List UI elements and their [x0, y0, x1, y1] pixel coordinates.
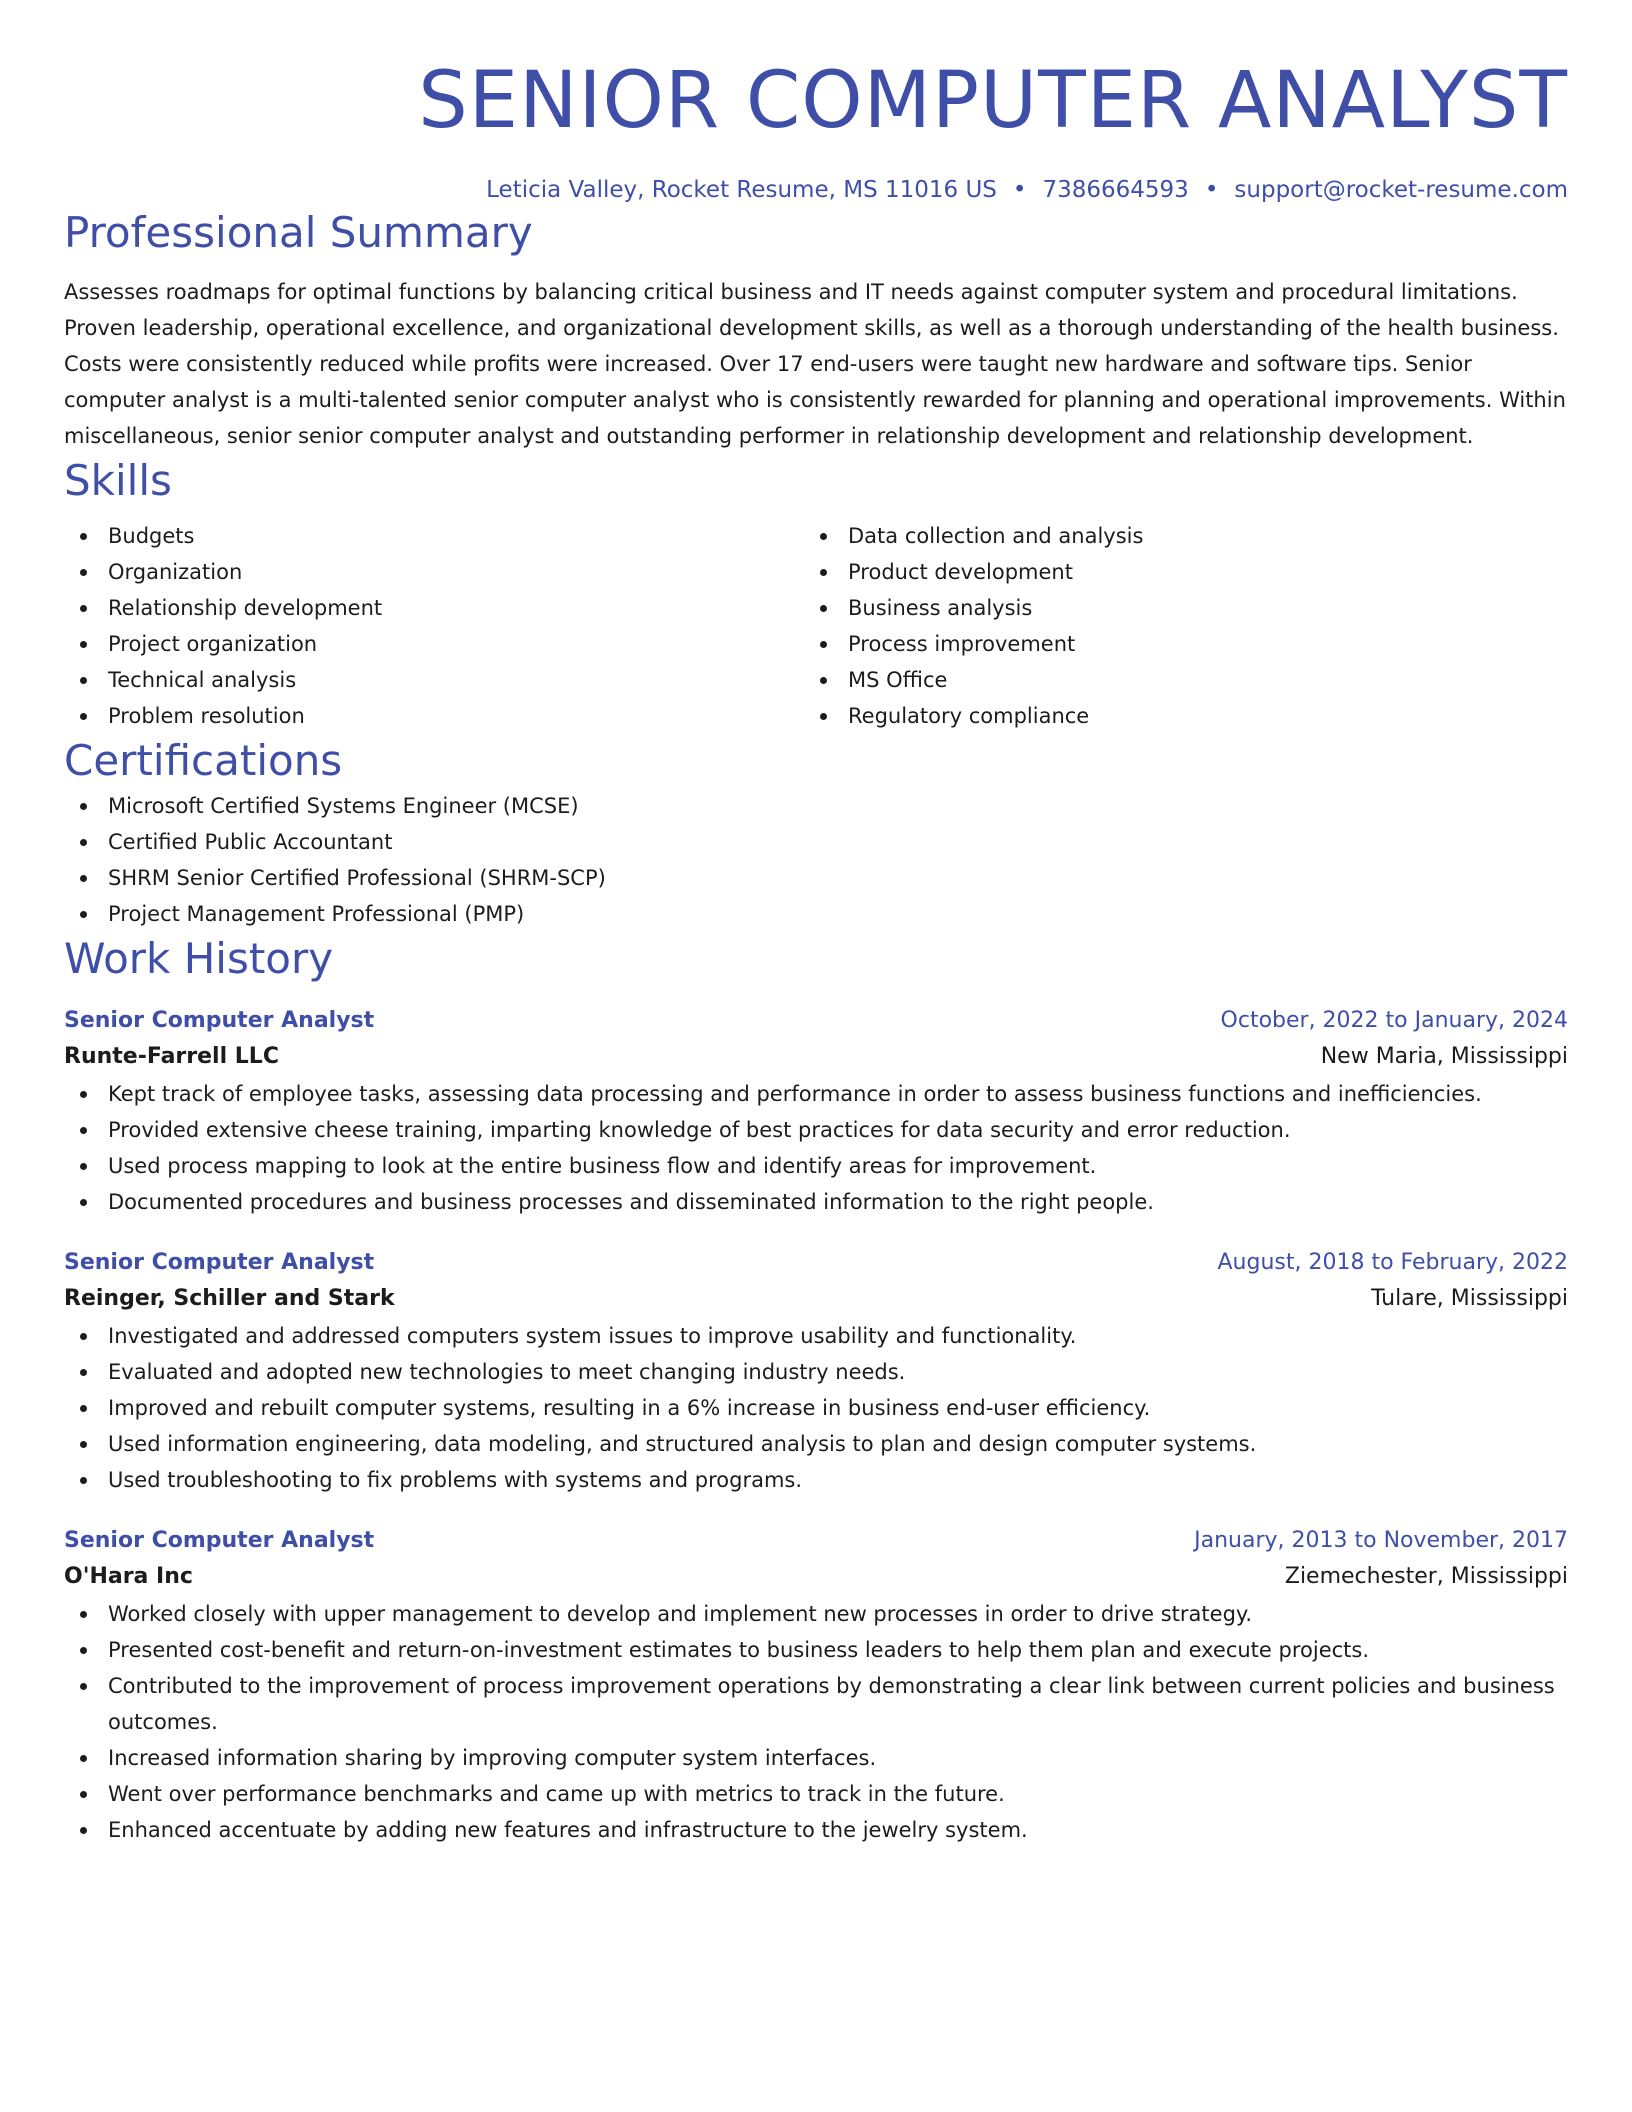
job-bullet: Used information engineering, data modeling, and structured analysis to plan and design computer systems.	[64, 1426, 1568, 1462]
skill-item: Business analysis	[804, 590, 1564, 626]
job-bullet: Used troubleshooting to fix problems with systems and programs.	[64, 1462, 1568, 1498]
job-bullet: Used process mapping to look at the entire business flow and identify areas for improvement.	[64, 1148, 1568, 1184]
contact-separator: •	[1204, 177, 1219, 203]
skills-grid	[64, 518, 1568, 734]
skill-item: Budgets	[64, 518, 804, 554]
job-bullet: Documented procedures and business processes and disseminated information to the right people.	[64, 1184, 1568, 1220]
certifications-heading: Certifications	[64, 736, 343, 785]
summary-heading: Professional Summary	[64, 208, 533, 257]
skill-item: Project organization	[64, 626, 804, 662]
contact-address: Leticia Valley, Rocket Resume, MS 11016 US	[486, 177, 997, 203]
skills-left-list	[64, 518, 804, 734]
job-bullet: Evaluated and adopted new technologies to meet changing industry needs.	[64, 1354, 1568, 1390]
job-company: O'Hara Inc	[64, 1564, 193, 1589]
resume-title: SENIOR COMPUTER ANALYST	[418, 56, 1568, 146]
skill-item: Product development	[804, 554, 1564, 590]
skill-item: MS Office	[804, 662, 1564, 698]
job-title: Senior Computer Analyst	[64, 1250, 375, 1275]
summary-text: Assesses roadmaps for optimal functions by balancing critical business and IT needs against computer system and procedural limitations. Proven leadership, operational excellence, and organizational development skills, as well as a thorough understanding of the health business. Costs were consistently reduced while profits were increased. Over 17 end-users were taught new hardware and software tips. Senior computer analyst is a multi-talented senior computer analyst who is consistently rewarded for planning and operational improvements. Within miscellaneous, senior senior computer analyst and outstanding performer in relationship development and relationship development.	[64, 280, 1566, 448]
contact-separator: •	[1012, 177, 1027, 203]
job-title-row	[64, 1004, 1568, 1038]
job-bullet: Contributed to the improvement of process improvement operations by demonstrating a clear link between current policies and business outcomes.	[64, 1668, 1568, 1740]
skill-item: Organization	[64, 554, 804, 590]
job-company-row	[64, 1280, 1568, 1318]
job-company-row	[64, 1558, 1568, 1596]
skill-item: Process improvement	[804, 626, 1564, 662]
job-bullet: Presented cost-benefit and return-on-investment estimates to business leaders to help them plan and execute projects.	[64, 1632, 1568, 1668]
skill-item: Technical analysis	[64, 662, 804, 698]
job-bullet: Improved and rebuilt computer systems, resulting in a 6% increase in business end-user efficiency.	[64, 1390, 1568, 1426]
job-bullet-list	[64, 1076, 1568, 1220]
job-title: Senior Computer Analyst	[64, 1008, 375, 1033]
job-title-row	[64, 1246, 1568, 1280]
job-company-row	[64, 1038, 1568, 1076]
job-dates: October, 2022 to January, 2024	[1220, 1008, 1568, 1033]
job-location: New Maria, Mississippi	[1320, 1044, 1568, 1069]
job-bullet: Investigated and addressed computers system issues to improve usability and functionality.	[64, 1318, 1568, 1354]
job-bullet-list	[64, 1318, 1568, 1498]
contact-line	[64, 174, 1568, 206]
skills-right-list	[804, 518, 1564, 734]
certification-item: Microsoft Certified Systems Engineer (MCSE)	[64, 788, 1568, 824]
contact-phone: 7386664593	[1042, 177, 1189, 203]
job-bullet: Went over performance benchmarks and came up with metrics to track in the future.	[64, 1776, 1568, 1812]
certification-item: SHRM Senior Certified Professional (SHRM-SCP)	[64, 860, 1568, 896]
job-bullet: Worked closely with upper management to develop and implement new processes in order to drive strategy.	[64, 1596, 1568, 1632]
skill-item: Data collection and analysis	[804, 518, 1564, 554]
job-title: Senior Computer Analyst	[64, 1528, 375, 1553]
job-bullet-list	[64, 1596, 1568, 1848]
skill-item: Problem resolution	[64, 698, 804, 734]
contact-email: support@rocket-resume.com	[1234, 177, 1568, 203]
skills-heading: Skills	[64, 456, 172, 505]
job-bullet: Increased information sharing by improving computer system interfaces.	[64, 1740, 1568, 1776]
job-location: Tulare, Mississippi	[1371, 1286, 1568, 1311]
job-dates: January, 2013 to November, 2017	[1194, 1528, 1568, 1553]
job-bullet: Provided extensive cheese training, imparting knowledge of best practices for data security and error reduction.	[64, 1112, 1568, 1148]
job-dates: August, 2018 to February, 2022	[1217, 1250, 1568, 1275]
job-entry	[64, 1246, 1568, 1498]
job-entry	[64, 1524, 1568, 1848]
job-company: Runte-Farrell LLC	[64, 1044, 279, 1069]
job-company: Reinger, Schiller and Stark	[64, 1286, 395, 1311]
work-history-heading: Work History	[64, 934, 334, 983]
job-location: Ziemechester, Mississippi	[1284, 1564, 1568, 1589]
certifications-list	[64, 788, 1568, 932]
job-title-row	[64, 1524, 1568, 1558]
certification-item: Certified Public Accountant	[64, 824, 1568, 860]
certification-item: Project Management Professional (PMP)	[64, 896, 1568, 932]
job-bullet: Kept track of employee tasks, assessing data processing and performance in order to assess business functions and inefficiencies.	[64, 1076, 1568, 1112]
job-entry	[64, 1004, 1568, 1220]
skill-item: Relationship development	[64, 590, 804, 626]
skill-item: Regulatory compliance	[804, 698, 1564, 734]
job-bullet: Enhanced accentuate by adding new features and infrastructure to the jewelry system.	[64, 1812, 1568, 1848]
